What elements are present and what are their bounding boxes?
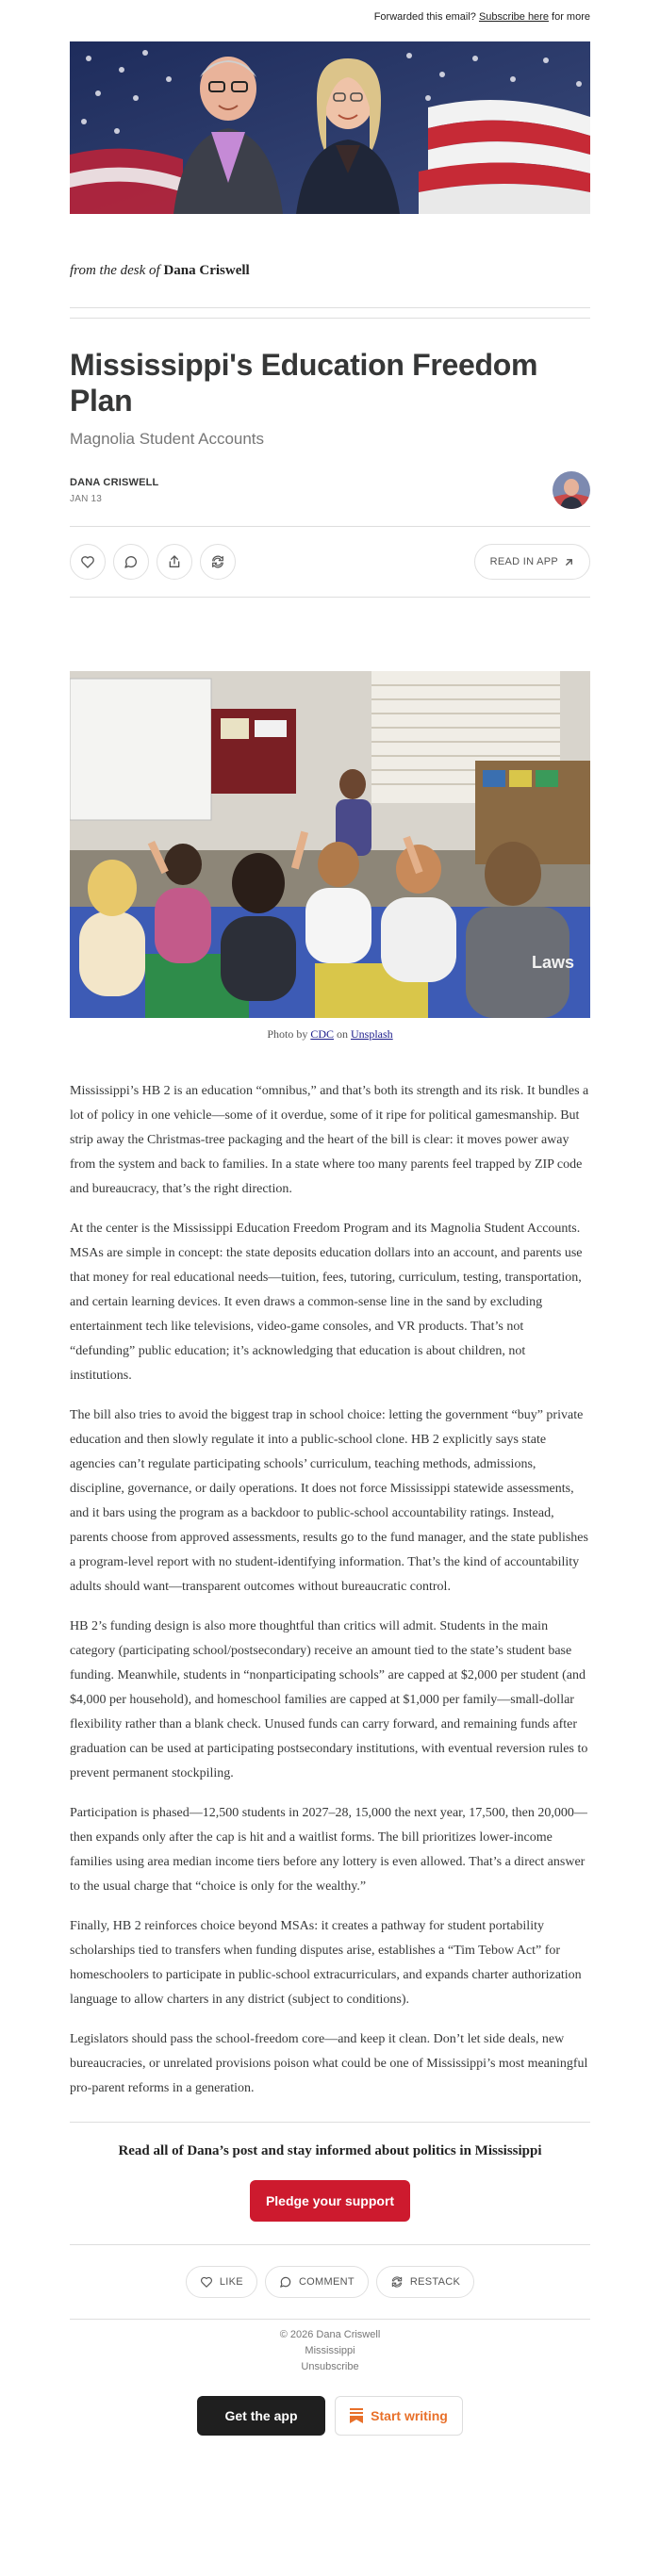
- unsubscribe-link[interactable]: Unsubscribe: [301, 2361, 359, 2372]
- heart-icon: [80, 554, 95, 569]
- share-icon: [167, 554, 182, 569]
- author-avatar-icon: [553, 471, 590, 509]
- restack-button[interactable]: [200, 544, 236, 580]
- forward-note: [70, 0, 590, 28]
- article-body: [70, 1079, 590, 2101]
- author-name[interactable]: DANA CRISWELL: [70, 476, 159, 488]
- footer: [70, 2327, 590, 2375]
- restack-pill-button[interactable]: [376, 2266, 474, 2298]
- paragraph: Mississippi’s HB 2 is an education “omnibus,” and that’s both its strength and its risk. It bundles a lot of policy in one vehicle—some of it overdue, some of it ripe for political gamesmanship. But strip away the Christmas-tree packaging and the heart of the bill is clear: it moves power away from the system and back to families. In a state where too many parents feel trapped by ZIP code and bureaucracy, that’s the right direction.: [70, 1084, 589, 1196]
- divider: [70, 307, 590, 308]
- paragraph: At the center is the Mississippi Education Freedom Program and its Magnolia Student Accounts. MSAs are simple in concept: the state deposits education dollars into an account, and parents use that money for real educational needs—tuition, fees, tutoring, curriculum, testing, transportation, and certain learning devices. It even draws a common-sense line in the sand by excluding entertainment tech like televisions, video-game consoles, and VR products. That’s not “defunding” public education; it’s acknowledging that education is about children, not institutions.: [70, 1222, 583, 1383]
- start-writing-label: Start writing: [371, 2408, 448, 2423]
- hero-banner-image: [70, 41, 590, 214]
- byline: [70, 471, 590, 509]
- arrow-up-right-icon: [564, 557, 574, 567]
- classroom-photo: [70, 671, 590, 1018]
- like-pill-button[interactable]: [186, 2266, 257, 2298]
- divider: [70, 597, 590, 598]
- like-label: LIKE: [219, 2276, 243, 2288]
- post-subtitle: Magnolia Student Accounts: [70, 430, 265, 448]
- engagement-bar: [70, 2245, 590, 2319]
- read-in-app-label: READ IN APP: [489, 556, 558, 567]
- shirt-text: Laws: [532, 953, 575, 972]
- restack-icon: [390, 2275, 404, 2289]
- read-in-app-button[interactable]: [474, 544, 590, 580]
- flag-portrait-illustration: [70, 41, 590, 214]
- paragraph: HB 2’s funding design is also more thoughtful than critics will admit. Students in the main category (participating school/postsecondary) receive an amount tied to the state’s student base funding. Meanwhile, students in “nonparticipating schools” are capped at $2,000 per student (and $4,000 per household), and homeschool families are capped at $1,000 per family—small-dollar flexibility rather than a blank check. Unused funds can carry forward, and remaining funds after graduation can be used at participating postsecondary institutions, with eventual reversion rules to prevent permanent stockpiling.: [70, 1619, 588, 1780]
- footer-location: Mississippi: [305, 2345, 355, 2356]
- from-desk-line: [70, 263, 590, 279]
- paragraph: Legislators should pass the school-freedom core—and keep it clean. Don’t let side deals, new bureaucracies, or unrelated provisions poison what could be one of Mississippi’s most meaningful pro-parent reforms in a generation.: [70, 2032, 588, 2095]
- forward-prefix: Forwarded this email?: [373, 11, 476, 23]
- share-button[interactable]: [157, 544, 192, 580]
- caption-on: on: [337, 1027, 349, 1041]
- restack-label: RESTACK: [409, 2276, 461, 2288]
- post-title[interactable]: Mississippi's Education Freedom Plan: [70, 348, 538, 418]
- comment-label: COMMENT: [298, 2276, 355, 2288]
- post-date: JAN 13: [70, 493, 102, 504]
- divider: [70, 2319, 590, 2320]
- bottom-buttons: [70, 2396, 590, 2436]
- comment-icon: [279, 2275, 292, 2289]
- pledge-support-button[interactable]: Pledge your support: [250, 2180, 410, 2222]
- comment-icon: [124, 554, 139, 569]
- substack-logo-icon: [350, 2408, 363, 2423]
- caption-platform-link[interactable]: Unsplash: [351, 1027, 393, 1041]
- caption-prefix: Photo by: [267, 1027, 308, 1041]
- article-photo[interactable]: [70, 671, 590, 1018]
- cta-title: Read all of Dana’s post and stay informed about politics in Mississippi: [118, 2143, 542, 2158]
- divider: [70, 2122, 590, 2123]
- get-app-button[interactable]: Get the app: [197, 2396, 325, 2436]
- action-bar: [70, 527, 590, 597]
- from-desk-prefix: from the desk of: [70, 263, 160, 278]
- footer-copyright: © 2026 Dana Criswell: [279, 2329, 381, 2340]
- comment-pill-button[interactable]: [265, 2266, 369, 2298]
- paragraph: Finally, HB 2 reinforces choice beyond MSAs: it creates a pathway for student portability scholarships tied to transfers when funding disputes arise, establishes a “Tim Tebow Act” for homeschoolers to participate in public-school extracurriculars, and expands charter authorization language to allow charters in any district (subject to conditions).: [70, 1919, 582, 2007]
- paragraph: The bill also tries to avoid the biggest trap in school choice: letting the government “buy” private education and then slowly regulate it into a public-school clone. HB 2 explicitly says state agencies can’t regulate participating schools’ curriculum, teaching methods, admissions, discipline, governance, or daily operations. It does not force Mississippi statewide assessments, and it bars using the program as a backdoor to public-school accountability ratings. Instead, parents choose from approved assessments, results go to the fund manager, and the state publishes a program-level report with no student-identifying information. That’s the kind of accountability adults should want—transparent outcomes without bureaucratic control.: [70, 1408, 588, 1594]
- subscribe-link[interactable]: Subscribe here: [478, 11, 549, 23]
- from-desk-name: Dana Criswell: [163, 263, 250, 278]
- paragraph: Participation is phased—12,500 students in 2027–28, 15,000 the next year, 17,500, then 20,000—then expands only after the cap is hit and a waitlist forms. The bill prioritizes lower-income families using area median income tiers before any lottery is even allowed. That’s a direct answer to the usual charge that “choice is only for the wealthy.”: [70, 1806, 587, 1894]
- caption-source-link[interactable]: CDC: [310, 1027, 335, 1041]
- like-button[interactable]: [70, 544, 106, 580]
- forward-suffix: for more: [552, 11, 590, 23]
- photo-caption: [70, 1027, 590, 1042]
- heart-icon: [200, 2275, 213, 2289]
- restack-icon: [210, 554, 225, 569]
- start-writing-button[interactable]: [335, 2396, 463, 2436]
- avatar[interactable]: [553, 471, 590, 509]
- divider: [70, 318, 590, 319]
- comment-button[interactable]: [113, 544, 149, 580]
